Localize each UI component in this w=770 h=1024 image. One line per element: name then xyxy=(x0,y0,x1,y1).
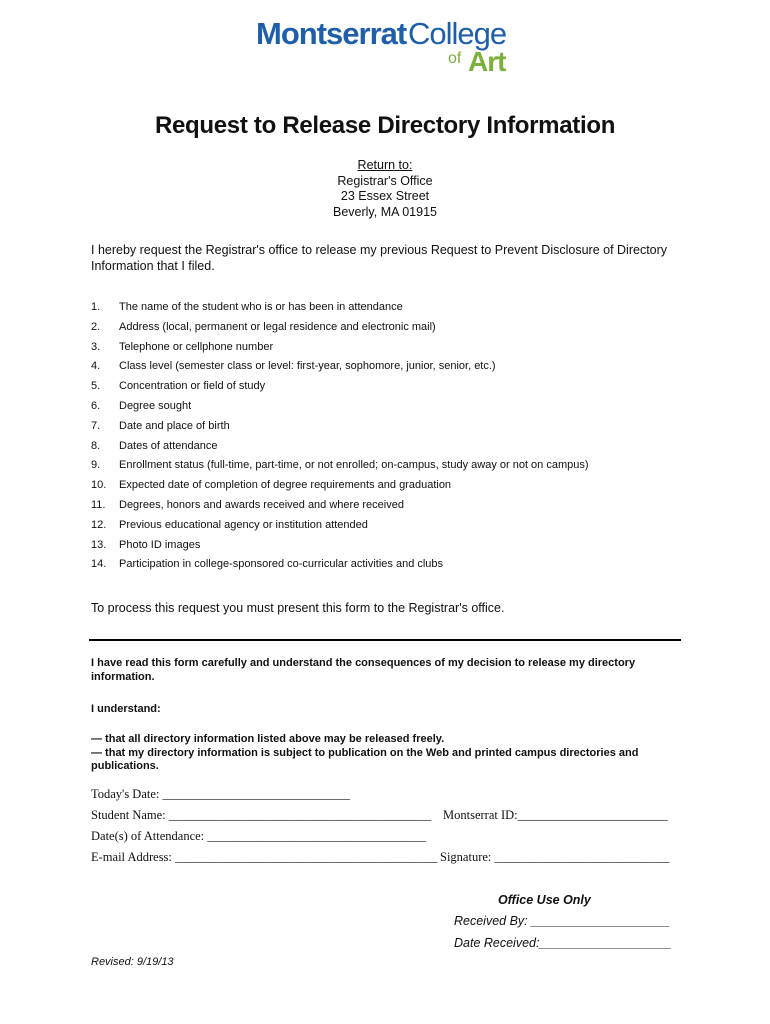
return-address xyxy=(0,158,770,220)
office-use-heading: Office Use Only xyxy=(498,893,591,907)
list-item: 7. Date and place of birth xyxy=(91,419,230,432)
divider xyxy=(89,639,681,641)
montserrat-id-field[interactable]: Montserrat ID:________________________ xyxy=(443,808,668,822)
return-label: Return to: xyxy=(357,158,413,172)
list-item: 10. Expected date of completion of degree requirements and graduation xyxy=(91,479,452,492)
revised-date: Revised: 9/19/13 xyxy=(91,956,174,968)
list-item: 3. Telephone or cellphone number xyxy=(91,340,274,353)
date-received-field[interactable]: Date Received:___________________ xyxy=(454,936,672,950)
point-1: — that all directory information listed above may be released freely. xyxy=(91,733,445,745)
logo-montserrat: Montserrat xyxy=(256,16,407,51)
return-line-2: 23 Essex Street xyxy=(340,189,430,203)
list-item: 13. Photo ID images xyxy=(91,538,201,551)
understand-points xyxy=(91,733,681,774)
signature-field[interactable]: Signature: ____________________________ xyxy=(440,850,670,864)
list-item: 1. The name of the student who is or has been in attendance xyxy=(91,301,403,313)
student-name-field[interactable]: Student Name: __________________________________________ xyxy=(91,808,432,822)
received-by-field[interactable]: Received By: ____________________ xyxy=(454,914,671,928)
dates-attendance-field[interactable]: Date(s) of Attendance: ___________________________________ xyxy=(91,829,427,843)
point-2: — that my directory information is subject to publication on the Web and printed campus directories and publications. xyxy=(91,746,639,772)
logo-art: Art xyxy=(468,46,506,77)
return-line-3: Beverly, MA 01915 xyxy=(333,204,437,219)
logo-of: of xyxy=(448,50,462,67)
list-item: 14. Participation in college-sponsored co-curricular activities and clubs xyxy=(91,558,444,571)
acknowledgement-statement: I have read this form carefully and understand the consequences of my decision to release my directory information. xyxy=(91,657,636,683)
list-item: 8. Dates of attendance xyxy=(91,439,218,452)
logo-college: College xyxy=(408,16,507,51)
list-item: 9. Enrollment status (full-time, part-time, or not enrolled; on-campus, study away or not on campus) xyxy=(91,459,589,472)
list-item: 6. Degree sought xyxy=(91,399,192,412)
list-item: 4. Class level (semester class or level: first-year, sophomore, junior, senior, etc.) xyxy=(91,360,496,373)
list-item: 5. Concentration or field of study xyxy=(91,380,266,393)
list-item: 2. Address (local, permanent or legal residence and electronic mail) xyxy=(91,320,436,333)
return-line-1: Registrar's Office xyxy=(337,173,433,188)
todays-date-field[interactable]: Today's Date: ______________________________ xyxy=(91,787,350,801)
college-logo xyxy=(256,16,516,78)
process-note: To process this request you must present this form to the Registrar's office. xyxy=(91,601,505,615)
list-item: 11. Degrees, honors and awards received and where received xyxy=(91,498,404,511)
list-item: 12. Previous educational agency or institution attended xyxy=(91,518,368,531)
email-field[interactable]: E-mail Address: __________________________________________ xyxy=(91,850,438,864)
directory-info-list xyxy=(91,298,691,575)
understand-label: I understand: xyxy=(91,703,161,715)
intro-paragraph: I hereby request the Registrar's office to release my previous Request to Prevent Disclosure of Directory Information that I filed. xyxy=(91,243,668,273)
page-title: Request to Release Directory Information xyxy=(154,112,616,139)
